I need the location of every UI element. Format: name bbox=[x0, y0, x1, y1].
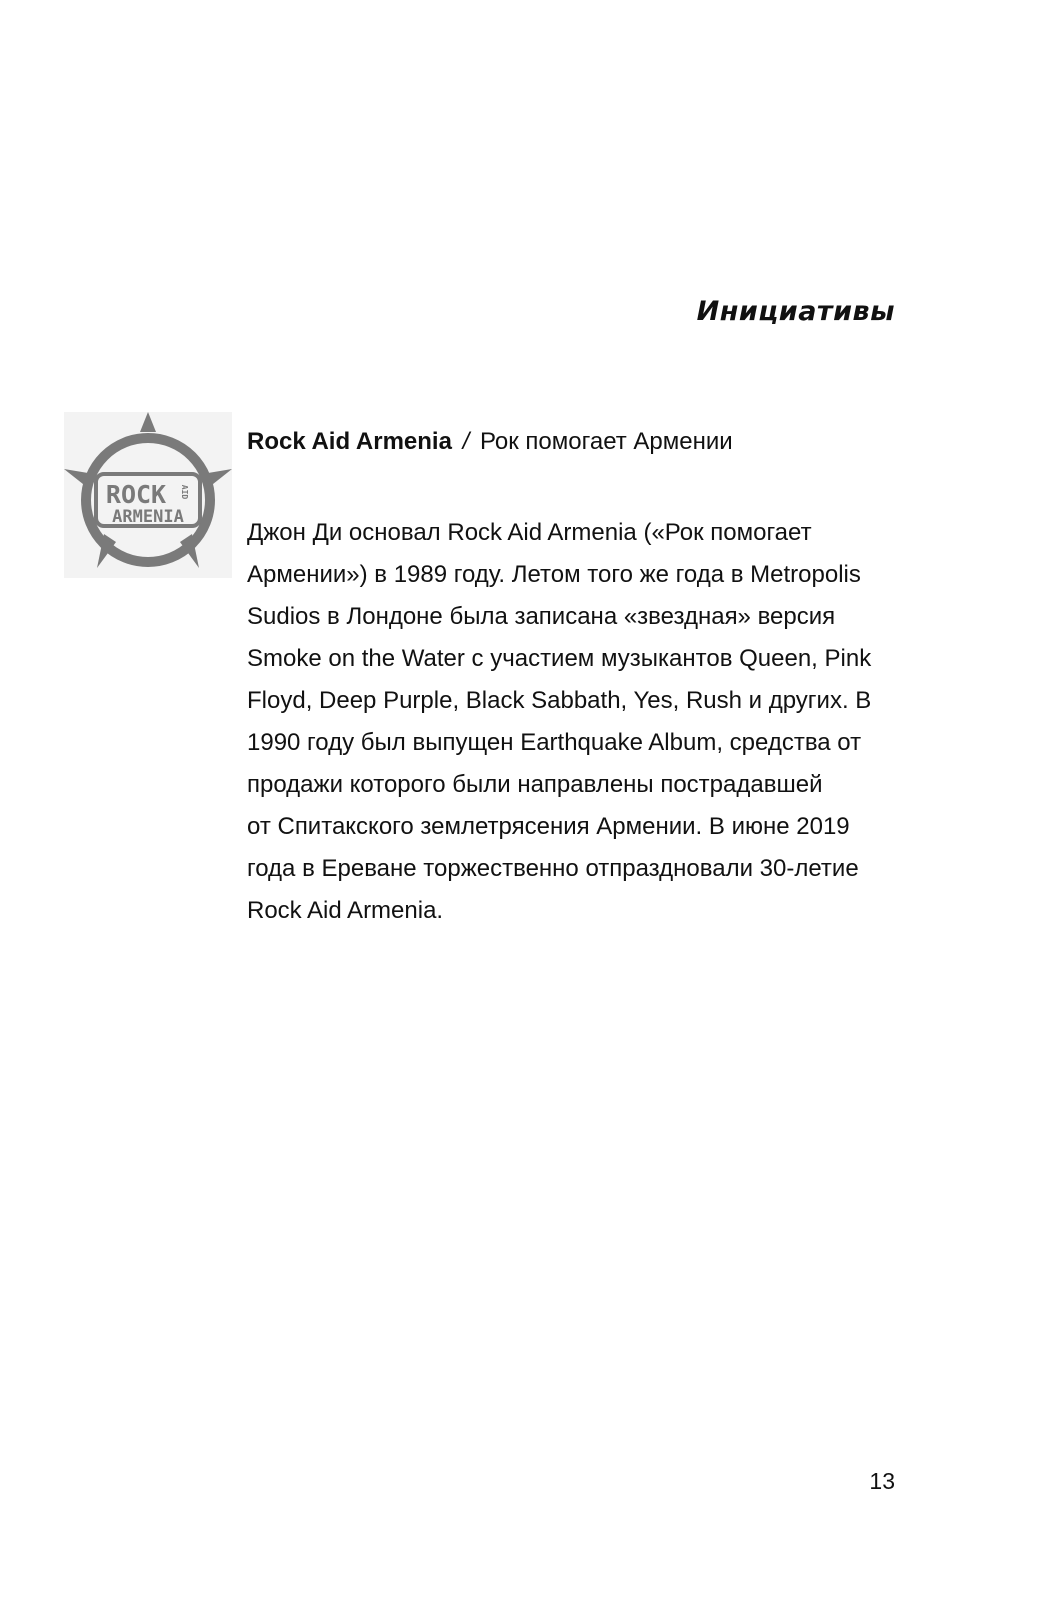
body-line: 1990 году был выпущен Earthquake Album, средства от bbox=[247, 729, 862, 756]
body-line: Sudios в Лондоне была записана «звездная» версия bbox=[247, 603, 836, 630]
entry-title bbox=[247, 428, 733, 456]
body-line: Джон Ди основал Rock Aid Armenia («Рок помогает bbox=[247, 519, 812, 546]
rock-aid-armenia-star-logo-icon bbox=[64, 412, 232, 578]
section-title: Инициативы bbox=[696, 296, 895, 327]
page-number: 13 bbox=[869, 1468, 895, 1494]
body-line: Smoke on the Water с участием музыкантов Queen, Pink bbox=[247, 645, 872, 672]
rock-aid-armenia-logo bbox=[64, 412, 232, 578]
logo-text-rock: ROCK bbox=[105, 480, 167, 509]
body-line: Rock Aid Armenia. bbox=[247, 897, 444, 924]
entry-title-translation: Рок помогает Армении bbox=[479, 428, 733, 455]
logo-text-armenia: ARMENIA bbox=[112, 507, 184, 527]
body-line: от Спитакского землетрясения Армении. В июне 2019 bbox=[247, 813, 850, 840]
entry-body bbox=[247, 512, 897, 932]
body-line: года в Ереване торжественно отпраздновали 30-летие bbox=[247, 855, 859, 882]
entry-title-name: Rock Aid Armenia bbox=[247, 428, 452, 455]
logo-text-aid: AID bbox=[180, 484, 189, 500]
body-line: Армении») в 1989 году. Летом того же года в Metropolis bbox=[247, 561, 861, 588]
body-line: продажи которого были направлены пострадавшей bbox=[247, 771, 823, 798]
body-line: Floyd, Deep Purple, Black Sabbath, Yes, Rush и других. В bbox=[247, 687, 872, 714]
entry-title-separator: / bbox=[462, 428, 470, 455]
